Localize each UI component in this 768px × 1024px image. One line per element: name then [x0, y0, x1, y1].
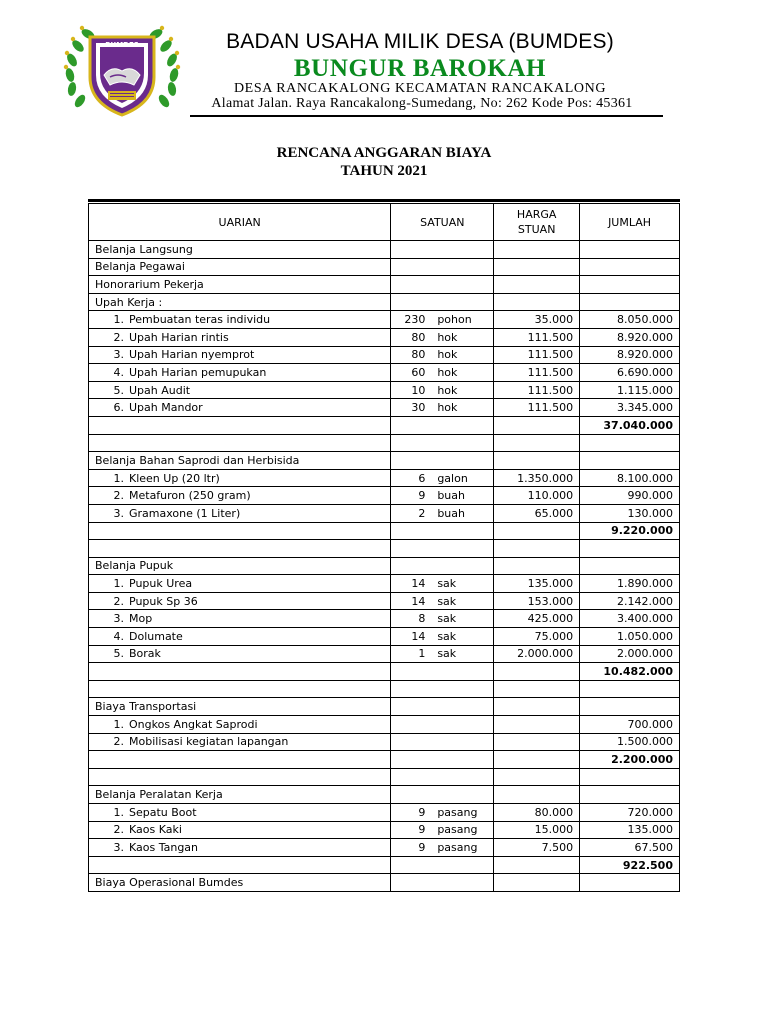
item-number: 3. — [113, 506, 124, 520]
table-row — [89, 364, 680, 382]
table-top-border — [88, 199, 680, 202]
cell-satuan — [391, 469, 494, 487]
cell-harga — [494, 557, 580, 575]
header-uraian: UARIAN — [89, 204, 391, 241]
cell-harga — [494, 663, 580, 681]
cell-harga — [494, 241, 580, 259]
section-label: Belanja Pupuk — [95, 559, 174, 573]
section-label: Biaya Operasional Bumdes — [95, 876, 244, 890]
cell-jumlah — [580, 768, 680, 786]
cell-uraian — [89, 504, 391, 522]
cell-uraian — [89, 786, 391, 804]
cell-harga: 153.000 — [494, 592, 580, 610]
cell-satuan — [391, 504, 494, 522]
cell-jumlah — [580, 874, 680, 892]
cell-uraian — [89, 610, 391, 628]
cell-jumlah — [580, 698, 680, 716]
cell-jumlah: 67.500 — [580, 839, 680, 857]
table-row — [89, 645, 680, 663]
item-description: Kaos Kaki — [129, 823, 182, 837]
cell-jumlah: 2.000.000 — [580, 645, 680, 663]
logo-text: BUMDES — [105, 41, 139, 49]
cell-satuan — [391, 610, 494, 628]
address-line: Alamat Jalan. Raya Rancakalong-Sumedang, No: 262 Kode Pos: 45361 — [211, 96, 633, 111]
table-row — [89, 241, 680, 259]
item-description: Kaos Tangan — [129, 840, 199, 854]
cell-uraian — [89, 821, 391, 839]
cell-jumlah: 1.500.000 — [580, 733, 680, 751]
header-harga: HARGA STUAN — [494, 204, 580, 241]
table-header-row — [89, 204, 680, 241]
cell-jumlah — [580, 276, 680, 294]
cell-satuan — [391, 786, 494, 804]
cell-satuan — [391, 399, 494, 417]
item-quantity: 2 — [418, 506, 426, 520]
table-row — [89, 610, 680, 628]
item-number: 1. — [113, 313, 124, 327]
section-label: Biaya Transportasi — [95, 700, 197, 714]
cell-uraian — [89, 487, 391, 505]
table-row — [89, 663, 680, 681]
village-line: DESA RANCAKALONG KECAMATAN RANCAKALONG — [233, 81, 607, 96]
item-unit: buah — [437, 489, 465, 503]
cell-harga — [494, 698, 580, 716]
cell-satuan — [391, 293, 494, 311]
item-unit: pasang — [437, 805, 478, 819]
table-row — [89, 540, 680, 558]
item-description: Pembuatan teras individu — [129, 313, 271, 327]
cell-harga — [494, 293, 580, 311]
item-number: 3. — [113, 840, 124, 854]
cell-harga: 65.000 — [494, 504, 580, 522]
section-label: Belanja Pegawai — [95, 260, 185, 274]
item-description: Upah Audit — [129, 383, 191, 397]
cell-harga: 111.500 — [494, 364, 580, 382]
cell-satuan — [391, 839, 494, 857]
table-row — [89, 311, 680, 329]
cell-satuan — [391, 821, 494, 839]
cell-harga: 425.000 — [494, 610, 580, 628]
item-description: Upah Harian rintis — [129, 330, 229, 344]
cell-harga — [494, 452, 580, 470]
item-unit: pasang — [437, 823, 478, 837]
item-quantity: 60 — [411, 365, 426, 379]
cell-jumlah: 3.400.000 — [580, 610, 680, 628]
cell-harga — [494, 716, 580, 734]
org-name: BUNGUR BAROKAH — [293, 55, 547, 82]
item-quantity: 30 — [411, 401, 426, 415]
cell-uraian — [89, 311, 391, 329]
cell-harga: 111.500 — [494, 328, 580, 346]
cell-harga: 1.350.000 — [494, 469, 580, 487]
doc-year: TAHUN 2021 — [340, 163, 428, 179]
table-row — [89, 768, 680, 786]
cell-satuan — [391, 592, 494, 610]
table-row — [89, 346, 680, 364]
cell-jumlah — [580, 434, 680, 452]
header-satuan: SATUAN — [391, 204, 494, 241]
cell-uraian — [89, 874, 391, 892]
cell-satuan — [391, 663, 494, 681]
table-row — [89, 452, 680, 470]
cell-uraian — [89, 258, 391, 276]
cell-uraian — [89, 645, 391, 663]
cell-satuan — [391, 557, 494, 575]
cell-jumlah — [580, 258, 680, 276]
item-unit: sak — [437, 577, 457, 591]
cell-uraian — [89, 346, 391, 364]
table-row — [89, 786, 680, 804]
cell-jumlah — [580, 680, 680, 698]
table-row — [89, 258, 680, 276]
cell-satuan — [391, 381, 494, 399]
cell-jumlah: 990.000 — [580, 487, 680, 505]
cell-harga: 111.500 — [494, 381, 580, 399]
cell-harga — [494, 522, 580, 540]
cell-uraian — [89, 557, 391, 575]
item-unit: hok — [437, 383, 458, 397]
table-row — [89, 856, 680, 874]
table-row — [89, 804, 680, 822]
cell-jumlah: 2.142.000 — [580, 592, 680, 610]
cell-satuan — [391, 856, 494, 874]
item-description: Upah Harian pemupukan — [129, 365, 267, 379]
table-row — [89, 592, 680, 610]
cell-satuan — [391, 716, 494, 734]
cell-jumlah — [580, 557, 680, 575]
section-label: Belanja Peralatan Kerja — [95, 788, 223, 802]
cell-harga: 35.000 — [494, 311, 580, 329]
item-unit: sak — [437, 647, 457, 661]
cell-uraian — [89, 698, 391, 716]
cell-jumlah: 1.890.000 — [580, 575, 680, 593]
cell-satuan — [391, 575, 494, 593]
table-row — [89, 293, 680, 311]
budget-table — [88, 203, 680, 892]
cell-jumlah: 8.920.000 — [580, 328, 680, 346]
cell-jumlah: 700.000 — [580, 716, 680, 734]
cell-satuan — [391, 416, 494, 434]
table-row — [89, 751, 680, 769]
cell-jumlah: 8.050.000 — [580, 311, 680, 329]
cell-satuan — [391, 804, 494, 822]
item-number: 1. — [113, 805, 124, 819]
item-number: 5. — [113, 647, 124, 661]
cell-harga: 2.000.000 — [494, 645, 580, 663]
table-row — [89, 434, 680, 452]
item-description: Upah Mandor — [129, 401, 203, 415]
item-quantity: 9 — [418, 489, 426, 503]
item-description: Upah Harian nyemprot — [129, 348, 255, 362]
doc-title: RENCANA ANGGARAN BIAYA — [276, 145, 492, 161]
table-row — [89, 276, 680, 294]
cell-satuan — [391, 698, 494, 716]
item-number: 1. — [113, 717, 124, 731]
item-number: 1. — [113, 471, 124, 485]
cell-uraian — [89, 381, 391, 399]
cell-harga — [494, 733, 580, 751]
header-divider — [190, 115, 663, 117]
cell-jumlah: 8.100.000 — [580, 469, 680, 487]
item-quantity: 14 — [411, 594, 426, 608]
section-label: Honorarium Pekerja — [95, 277, 204, 291]
cell-uraian — [89, 716, 391, 734]
cell-harga — [494, 258, 580, 276]
cell-harga: 7.500 — [494, 839, 580, 857]
item-description: Kleen Up (20 ltr) — [129, 471, 220, 485]
cell-uraian — [89, 522, 391, 540]
item-quantity: 10 — [411, 383, 426, 397]
item-description: Gramaxone (1 Liter) — [129, 506, 241, 520]
item-quantity: 9 — [418, 840, 426, 854]
table-row — [89, 522, 680, 540]
table-row — [89, 557, 680, 575]
cell-harga: 80.000 — [494, 804, 580, 822]
item-unit: buah — [437, 506, 465, 520]
cell-satuan — [391, 241, 494, 259]
cell-harga — [494, 434, 580, 452]
cell-uraian — [89, 680, 391, 698]
item-quantity: 8 — [418, 612, 426, 626]
cell-satuan — [391, 434, 494, 452]
cell-jumlah — [580, 540, 680, 558]
item-unit: hok — [437, 348, 458, 362]
cell-harga — [494, 276, 580, 294]
cell-uraian — [89, 328, 391, 346]
cell-satuan — [391, 276, 494, 294]
cell-uraian — [89, 241, 391, 259]
cell-jumlah: 6.690.000 — [580, 364, 680, 382]
item-description: Pupuk Urea — [129, 577, 193, 591]
cell-uraian — [89, 469, 391, 487]
item-quantity: 14 — [411, 577, 426, 591]
cell-jumlah: 3.345.000 — [580, 399, 680, 417]
item-number: 3. — [113, 612, 124, 626]
cell-harga — [494, 856, 580, 874]
cell-satuan — [391, 364, 494, 382]
cell-subtotal: 2.200.000 — [580, 751, 680, 769]
table-row — [89, 399, 680, 417]
cell-satuan — [391, 346, 494, 364]
cell-subtotal: 922.500 — [580, 856, 680, 874]
cell-uraian — [89, 452, 391, 470]
item-number: 2. — [113, 489, 124, 503]
cell-subtotal: 10.482.000 — [580, 663, 680, 681]
cell-subtotal: 9.220.000 — [580, 522, 680, 540]
section-label: Belanja Bahan Saprodi dan Herbisida — [95, 453, 300, 467]
cell-uraian — [89, 663, 391, 681]
bumdes-logo — [60, 15, 184, 121]
table-row — [89, 416, 680, 434]
cell-satuan — [391, 768, 494, 786]
cell-subtotal: 37.040.000 — [580, 416, 680, 434]
item-number: 5. — [113, 383, 124, 397]
item-unit: sak — [437, 612, 457, 626]
cell-harga: 110.000 — [494, 487, 580, 505]
cell-uraian — [89, 804, 391, 822]
item-quantity: 80 — [411, 348, 426, 362]
table-row — [89, 504, 680, 522]
item-number: 2. — [113, 330, 124, 344]
table-row — [89, 733, 680, 751]
section-label: Belanja Langsung — [95, 242, 193, 256]
cell-jumlah: 135.000 — [580, 821, 680, 839]
cell-satuan — [391, 680, 494, 698]
item-number: 2. — [113, 823, 124, 837]
cell-satuan — [391, 628, 494, 646]
item-number: 2. — [113, 735, 124, 749]
item-number: 4. — [113, 365, 124, 379]
cell-uraian — [89, 733, 391, 751]
table-row — [89, 680, 680, 698]
cell-uraian — [89, 628, 391, 646]
cell-uraian — [89, 751, 391, 769]
cell-uraian — [89, 399, 391, 417]
cell-uraian — [89, 416, 391, 434]
cell-jumlah: 8.920.000 — [580, 346, 680, 364]
table-row — [89, 716, 680, 734]
item-quantity: 9 — [418, 823, 426, 837]
item-number: 3. — [113, 348, 124, 362]
cell-jumlah — [580, 452, 680, 470]
cell-harga — [494, 680, 580, 698]
cell-satuan — [391, 311, 494, 329]
cell-uraian — [89, 592, 391, 610]
item-number: 6. — [113, 401, 124, 415]
cell-satuan — [391, 540, 494, 558]
cell-harga — [494, 874, 580, 892]
item-quantity: 9 — [418, 805, 426, 819]
cell-satuan — [391, 258, 494, 276]
cell-satuan — [391, 751, 494, 769]
cell-jumlah: 720.000 — [580, 804, 680, 822]
table-row — [89, 839, 680, 857]
item-unit: pohon — [437, 313, 472, 327]
cell-harga: 111.500 — [494, 399, 580, 417]
table-row — [89, 328, 680, 346]
section-label: Upah Kerja : — [95, 295, 163, 309]
table-row — [89, 469, 680, 487]
cell-jumlah: 1.115.000 — [580, 381, 680, 399]
item-number: 4. — [113, 629, 124, 643]
cell-harga — [494, 786, 580, 804]
cell-uraian — [89, 575, 391, 593]
item-number: 2. — [113, 594, 124, 608]
item-number: 1. — [113, 577, 124, 591]
cell-uraian — [89, 856, 391, 874]
cell-satuan — [391, 522, 494, 540]
cell-uraian — [89, 434, 391, 452]
cell-satuan — [391, 487, 494, 505]
table-row — [89, 628, 680, 646]
cell-satuan — [391, 328, 494, 346]
item-description: Pupuk Sp 36 — [129, 594, 198, 608]
cell-satuan — [391, 874, 494, 892]
item-unit: hok — [437, 365, 458, 379]
cell-uraian — [89, 276, 391, 294]
cell-jumlah: 1.050.000 — [580, 628, 680, 646]
table-row — [89, 381, 680, 399]
cell-uraian — [89, 768, 391, 786]
cell-satuan — [391, 645, 494, 663]
item-quantity: 1 — [418, 647, 426, 661]
cell-satuan — [391, 452, 494, 470]
item-unit: sak — [437, 629, 457, 643]
cell-jumlah: 130.000 — [580, 504, 680, 522]
cell-jumlah — [580, 241, 680, 259]
cell-harga: 111.500 — [494, 346, 580, 364]
cell-uraian — [89, 839, 391, 857]
cell-jumlah — [580, 786, 680, 804]
item-description: Mop — [129, 612, 153, 626]
item-unit: galon — [437, 471, 468, 485]
cell-uraian — [89, 293, 391, 311]
item-unit: pasang — [437, 840, 478, 854]
table-row — [89, 821, 680, 839]
item-unit: hok — [437, 401, 458, 415]
cell-uraian — [89, 540, 391, 558]
cell-harga — [494, 416, 580, 434]
cell-satuan — [391, 733, 494, 751]
item-description: Metafuron (250 gram) — [129, 489, 251, 503]
table-row — [89, 874, 680, 892]
header-jumlah: JUMLAH — [580, 204, 680, 241]
item-unit: hok — [437, 330, 458, 344]
table-row — [89, 487, 680, 505]
cell-harga: 135.000 — [494, 575, 580, 593]
item-description: Dolumate — [129, 629, 183, 643]
item-description: Sepatu Boot — [129, 805, 197, 819]
item-quantity: 6 — [418, 471, 426, 485]
cell-harga — [494, 768, 580, 786]
cell-harga: 15.000 — [494, 821, 580, 839]
cell-harga — [494, 751, 580, 769]
item-quantity: 230 — [404, 313, 426, 327]
cell-harga: 75.000 — [494, 628, 580, 646]
item-quantity: 80 — [411, 330, 426, 344]
item-description: Ongkos Angkat Saprodi — [129, 717, 258, 731]
item-quantity: 14 — [411, 629, 426, 643]
table-row — [89, 575, 680, 593]
cell-uraian — [89, 364, 391, 382]
item-description: Borak — [129, 647, 161, 661]
table-row — [89, 698, 680, 716]
item-description: Mobilisasi kegiatan lapangan — [129, 735, 289, 749]
cell-harga — [494, 540, 580, 558]
item-unit: sak — [437, 594, 457, 608]
cell-jumlah — [580, 293, 680, 311]
org-line1: BADAN USAHA MILIK DESA (BUMDES) — [226, 30, 614, 53]
